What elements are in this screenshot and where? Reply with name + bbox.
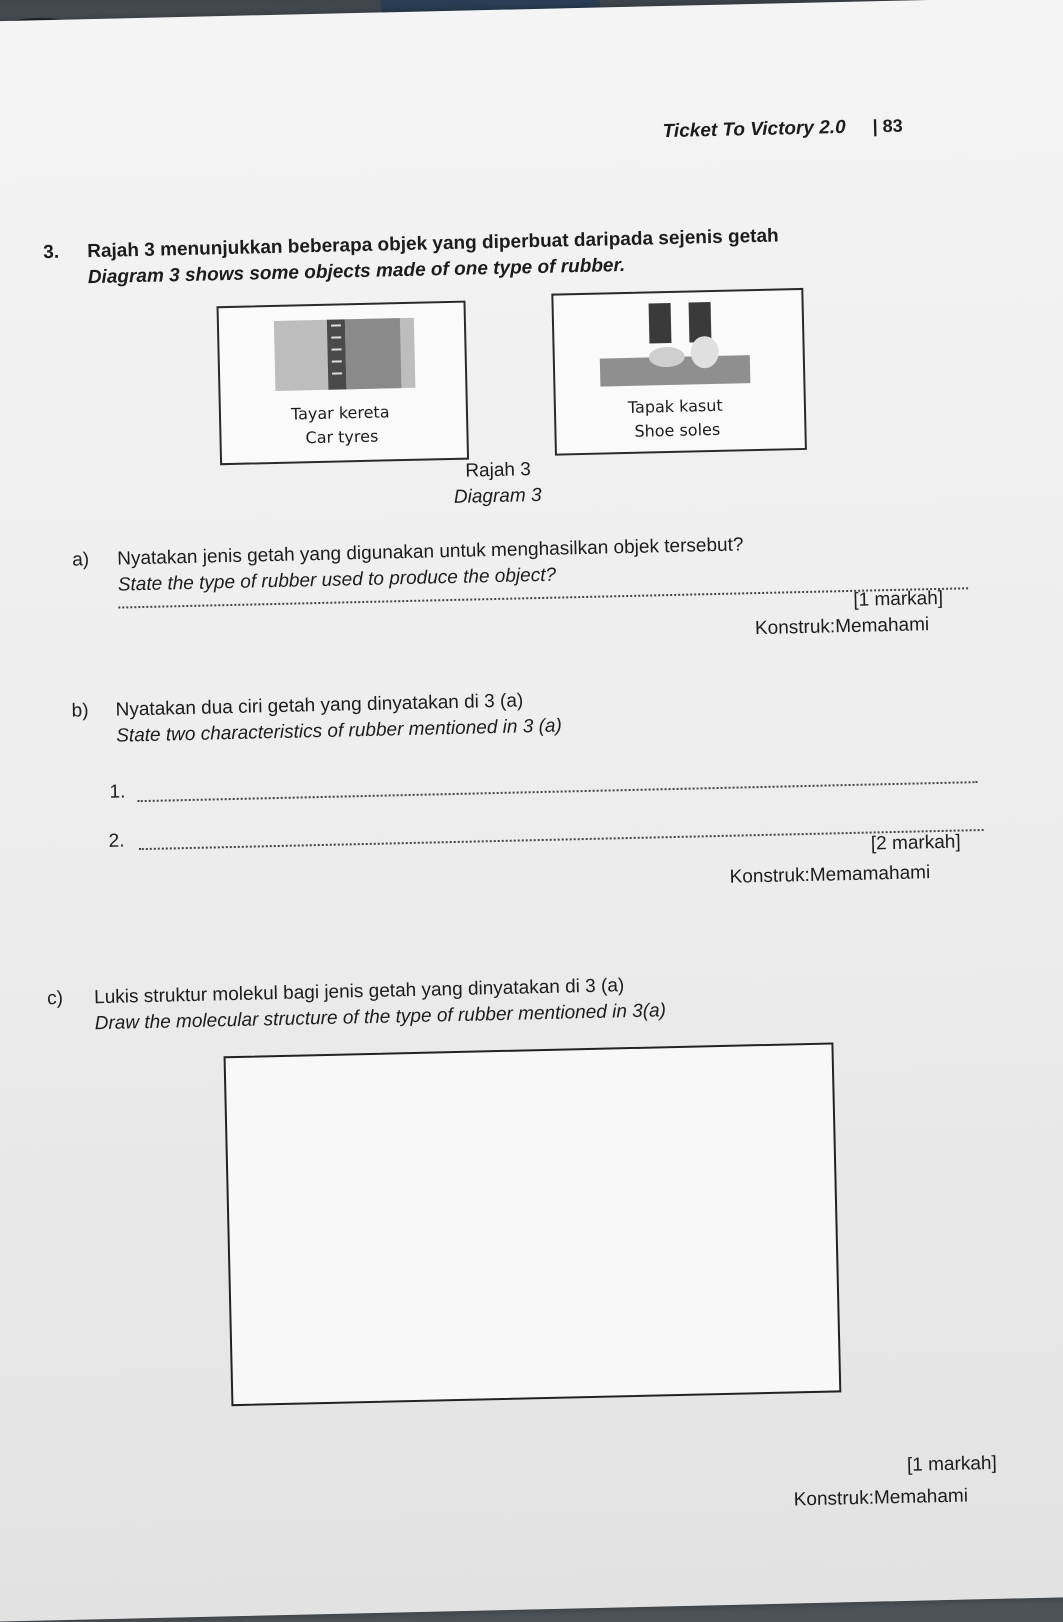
shoe-sole-figure [551,288,807,456]
answer-line-b2 [139,829,984,850]
part-c-letter: c) [47,988,63,1010]
diagram-caption-bm: Rajah 3 [465,459,531,482]
part-a-marks: [1 markah] [853,588,943,612]
page-number: | 83 [872,116,903,138]
part-b-text-en: State two characteristics of rubber mentioned in 3 (a) [116,716,562,748]
car-tyre-icon [219,309,466,405]
part-c-text-bm: Lukis struktur molekul bagi jenis getah yang dinyatakan di 3 (a) [94,975,625,1009]
shoe-icon [553,294,803,400]
question-number: 3. [43,242,59,264]
part-a-text-bm: Nyatakan jenis getah yang digunakan untuk menghasilkan objek tersebut? [117,534,744,570]
drawing-answer-box[interactable] [224,1042,842,1406]
part-b-letter: b) [71,700,88,722]
answer-label-2: 2. [108,830,124,852]
part-c-construct: Konstruk:Memahami [794,1486,969,1512]
car-tyre-label-bm: Tayar kereta [291,402,390,423]
part-b-text-bm: Nyatakan dua ciri getah yang dinyatakan di 3 (a) [115,690,523,721]
part-b-construct: Konstruk:Memamahami [729,862,930,889]
book-title: Ticket To Victory 2.0 [662,117,845,143]
shoe-sole-label-en: Shoe soles [634,420,720,441]
answer-label-1: 1. [109,781,125,803]
car-tyre-figure [217,301,470,466]
part-c-marks: [1 markah] [907,1453,997,1477]
car-tyre-label-en: Car tyres [305,427,378,448]
question-intro-bm: Rajah 3 menunjukkan beberapa objek yang diperbuat daripada sejenis getah [87,225,779,263]
shoe-sole-label-bm: Tapak kasut [628,396,723,417]
part-a-text-en: State the type of rubber used to produce the object? [118,565,557,597]
part-b-marks: [2 markah] [871,832,961,856]
question-intro-en: Diagram 3 shows some objects made of one type of rubber. [88,255,626,289]
part-a-construct: Konstruk:Memahami [755,614,930,640]
answer-line-b1 [138,781,978,802]
part-c-text-en: Draw the molecular structure of the type of rubber mentioned in 3(a) [95,1000,667,1035]
part-a-letter: a) [72,549,89,571]
diagram-caption-en: Diagram 3 [454,485,542,509]
